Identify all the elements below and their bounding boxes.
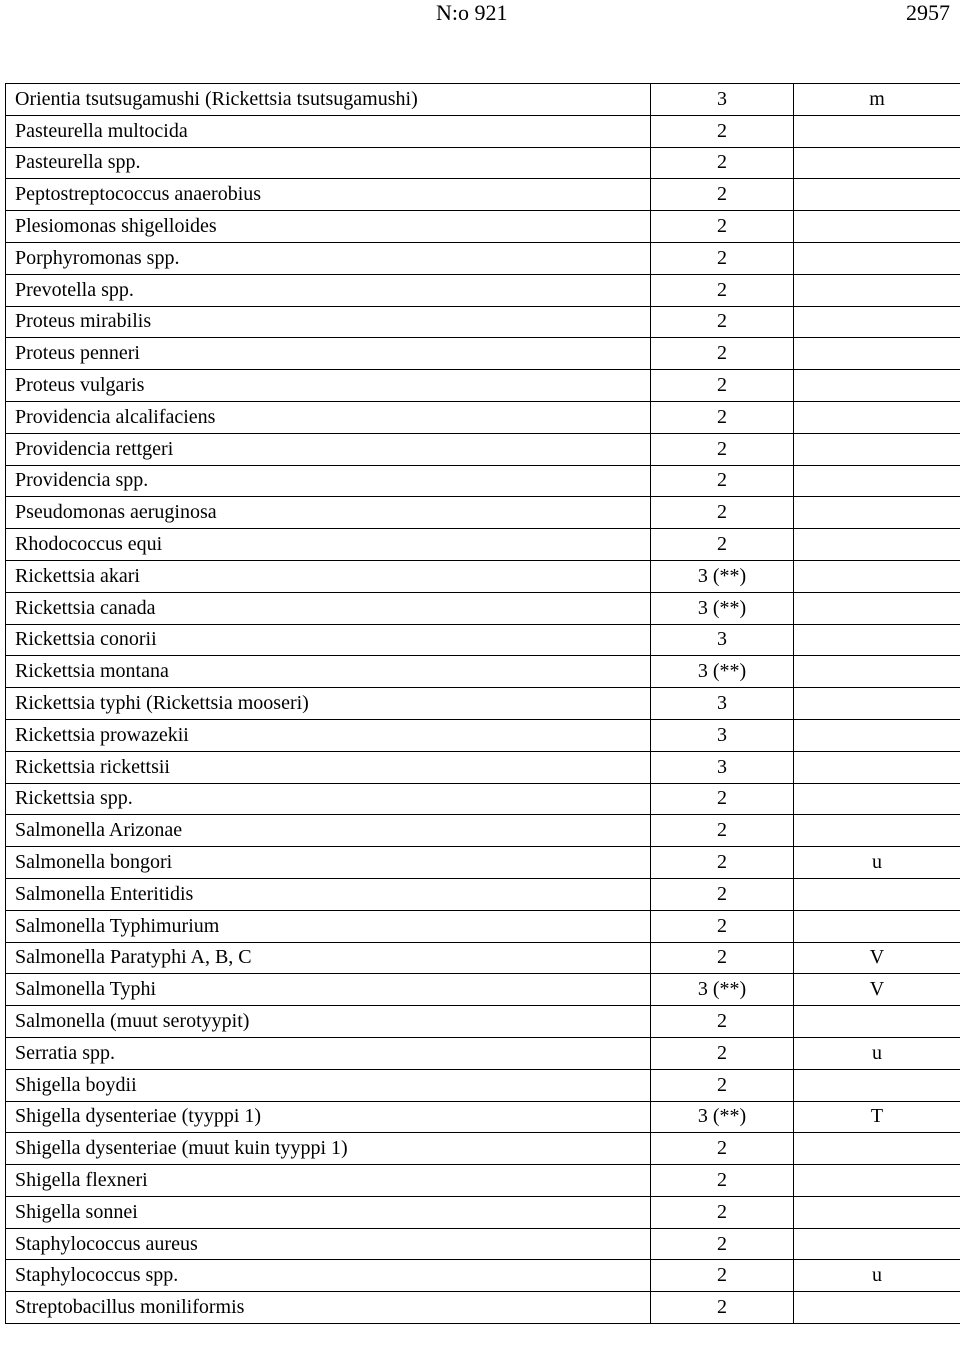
risk-group: 3 (**) — [651, 974, 794, 1006]
note — [794, 274, 960, 306]
risk-group: 2 — [651, 1228, 794, 1260]
document-number: N:o 921 — [436, 0, 508, 25]
risk-group: 2 — [651, 878, 794, 910]
note — [794, 783, 960, 815]
organism-name: Porphyromonas spp. — [6, 242, 651, 274]
risk-group: 2 — [651, 115, 794, 147]
table-row — [6, 306, 960, 338]
note: u — [794, 1260, 960, 1292]
organism-name: Peptostreptococcus anaerobius — [6, 179, 651, 211]
note — [794, 465, 960, 497]
risk-group: 2 — [651, 1196, 794, 1228]
table-row — [6, 560, 960, 592]
organism-name: Shigella dysenteriae (muut kuin tyyppi 1) — [6, 1133, 651, 1165]
organism-name: Providencia alcalifaciens — [6, 401, 651, 433]
table-row — [6, 1101, 960, 1133]
organism-table — [5, 83, 960, 1324]
risk-group: 2 — [651, 211, 794, 243]
note — [794, 370, 960, 402]
table-row — [6, 878, 960, 910]
table-row — [6, 1292, 960, 1324]
table-row — [6, 497, 960, 529]
note — [794, 1165, 960, 1197]
organism-name: Staphylococcus spp. — [6, 1260, 651, 1292]
note — [794, 656, 960, 688]
organism-name: Rickettsia spp. — [6, 783, 651, 815]
organism-name: Prevotella spp. — [6, 274, 651, 306]
organism-name: Salmonella Typhi — [6, 974, 651, 1006]
risk-group: 2 — [651, 370, 794, 402]
table-row — [6, 1260, 960, 1292]
note — [794, 401, 960, 433]
risk-group: 3 (**) — [651, 560, 794, 592]
risk-group: 2 — [651, 497, 794, 529]
page-number: 2957 — [906, 0, 950, 25]
organism-name: Proteus vulgaris — [6, 370, 651, 402]
table-row — [6, 719, 960, 751]
risk-group: 2 — [651, 815, 794, 847]
organism-name: Rickettsia conorii — [6, 624, 651, 656]
table-row — [6, 370, 960, 402]
table-row — [6, 147, 960, 179]
note — [794, 688, 960, 720]
table-row — [6, 751, 960, 783]
organism-name: Salmonella Paratyphi A, B, C — [6, 942, 651, 974]
risk-group: 2 — [651, 783, 794, 815]
organism-name: Salmonella bongori — [6, 847, 651, 879]
table-row — [6, 783, 960, 815]
table-row — [6, 84, 960, 116]
organism-name: Salmonella Arizonae — [6, 815, 651, 847]
organism-name: Salmonella (muut serotyypit) — [6, 1006, 651, 1038]
table-row — [6, 465, 960, 497]
risk-group: 3 — [651, 688, 794, 720]
organism-name: Rickettsia prowazekii — [6, 719, 651, 751]
table-row — [6, 688, 960, 720]
organism-name: Rhodococcus equi — [6, 529, 651, 561]
organism-name: Salmonella Enteritidis — [6, 878, 651, 910]
note — [794, 497, 960, 529]
organism-name: Shigella flexneri — [6, 1165, 651, 1197]
risk-group: 2 — [651, 529, 794, 561]
risk-group: 2 — [651, 179, 794, 211]
note — [794, 1292, 960, 1324]
note: T — [794, 1101, 960, 1133]
organism-name: Pseudomonas aeruginosa — [6, 497, 651, 529]
note — [794, 1228, 960, 1260]
risk-group: 2 — [651, 1133, 794, 1165]
organism-name: Staphylococcus aureus — [6, 1228, 651, 1260]
note — [794, 242, 960, 274]
risk-group: 2 — [651, 1292, 794, 1324]
risk-group: 3 — [651, 84, 794, 116]
note: m — [794, 84, 960, 116]
table-row — [6, 847, 960, 879]
organism-name: Proteus penneri — [6, 338, 651, 370]
note — [794, 529, 960, 561]
risk-group: 3 (**) — [651, 592, 794, 624]
table-row — [6, 974, 960, 1006]
table-row — [6, 592, 960, 624]
table-row — [6, 529, 960, 561]
table-row — [6, 115, 960, 147]
risk-group: 2 — [651, 1006, 794, 1038]
note — [794, 624, 960, 656]
note — [794, 592, 960, 624]
risk-group: 2 — [651, 1037, 794, 1069]
table-row — [6, 1037, 960, 1069]
table-row — [6, 1228, 960, 1260]
note: V — [794, 974, 960, 1006]
organism-name: Serratia spp. — [6, 1037, 651, 1069]
table-row — [6, 242, 960, 274]
table-row — [6, 942, 960, 974]
note — [794, 910, 960, 942]
organism-table-body — [6, 84, 960, 1324]
organism-name: Shigella sonnei — [6, 1196, 651, 1228]
note — [794, 1006, 960, 1038]
risk-group: 2 — [651, 338, 794, 370]
note — [794, 115, 960, 147]
table-row — [6, 179, 960, 211]
table-row — [6, 338, 960, 370]
organism-name: Rickettsia montana — [6, 656, 651, 688]
table-row — [6, 1165, 960, 1197]
note — [794, 433, 960, 465]
organism-name: Rickettsia typhi (Rickettsia mooseri) — [6, 688, 651, 720]
note — [794, 751, 960, 783]
table-row — [6, 1006, 960, 1038]
organism-name: Streptobacillus moniliformis — [6, 1292, 651, 1324]
organism-name: Providencia spp. — [6, 465, 651, 497]
note — [794, 306, 960, 338]
table-row — [6, 401, 960, 433]
organism-name: Shigella dysenteriae (tyyppi 1) — [6, 1101, 651, 1133]
table-row — [6, 815, 960, 847]
risk-group: 2 — [651, 910, 794, 942]
risk-group: 2 — [651, 465, 794, 497]
note — [794, 560, 960, 592]
risk-group: 3 — [651, 624, 794, 656]
note — [794, 147, 960, 179]
risk-group: 2 — [651, 242, 794, 274]
organism-name: Rickettsia canada — [6, 592, 651, 624]
organism-name: Pasteurella multocida — [6, 115, 651, 147]
table-row — [6, 656, 960, 688]
risk-group: 2 — [651, 147, 794, 179]
note — [794, 1069, 960, 1101]
risk-group: 3 — [651, 751, 794, 783]
risk-group: 3 (**) — [651, 1101, 794, 1133]
risk-group: 2 — [651, 433, 794, 465]
note — [794, 719, 960, 751]
organism-name: Providencia rettgeri — [6, 433, 651, 465]
organism-name: Rickettsia akari — [6, 560, 651, 592]
note — [794, 815, 960, 847]
table-row — [6, 211, 960, 243]
note: u — [794, 847, 960, 879]
risk-group: 3 (**) — [651, 656, 794, 688]
risk-group: 2 — [651, 1260, 794, 1292]
note — [794, 878, 960, 910]
note — [794, 179, 960, 211]
note — [794, 338, 960, 370]
table-row — [6, 1069, 960, 1101]
risk-group: 2 — [651, 942, 794, 974]
risk-group: 3 — [651, 719, 794, 751]
note — [794, 1196, 960, 1228]
organism-name: Plesiomonas shigelloides — [6, 211, 651, 243]
note — [794, 1133, 960, 1165]
note: V — [794, 942, 960, 974]
risk-group: 2 — [651, 1165, 794, 1197]
organism-name: Salmonella Typhimurium — [6, 910, 651, 942]
risk-group: 2 — [651, 274, 794, 306]
note — [794, 211, 960, 243]
table-row — [6, 1196, 960, 1228]
risk-group: 2 — [651, 847, 794, 879]
note: u — [794, 1037, 960, 1069]
table-row — [6, 910, 960, 942]
risk-group: 2 — [651, 401, 794, 433]
organism-name: Orientia tsutsugamushi (Rickettsia tsutsugamushi) — [6, 84, 651, 116]
organism-name: Pasteurella spp. — [6, 147, 651, 179]
risk-group: 2 — [651, 306, 794, 338]
table-row — [6, 433, 960, 465]
organism-name: Proteus mirabilis — [6, 306, 651, 338]
table-row — [6, 1133, 960, 1165]
table-row — [6, 624, 960, 656]
organism-name: Rickettsia rickettsii — [6, 751, 651, 783]
table-row — [6, 274, 960, 306]
risk-group: 2 — [651, 1069, 794, 1101]
organism-name: Shigella boydii — [6, 1069, 651, 1101]
